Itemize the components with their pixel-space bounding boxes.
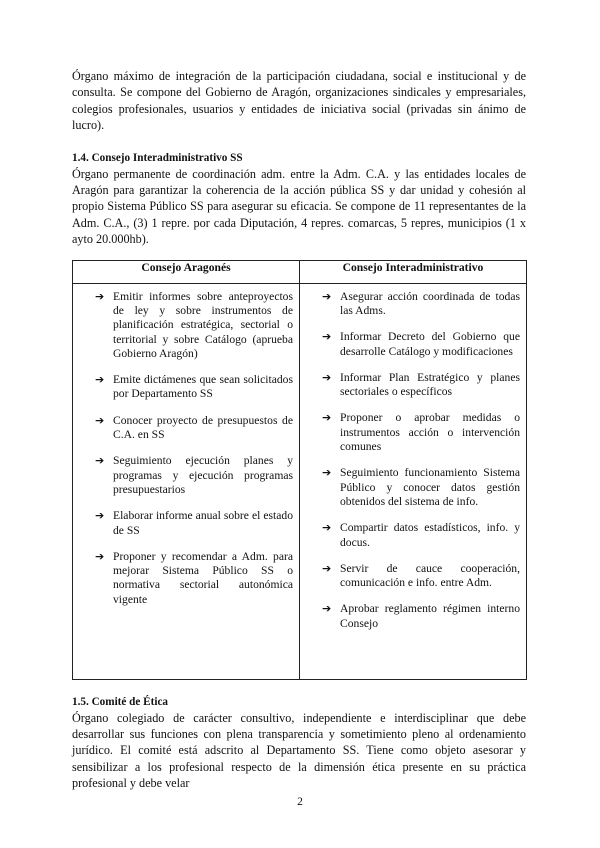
column-consejo-aragones	[73, 283, 300, 679]
list-item-text: Emitir informes sobre anteproyectos de ley y sobre instrumentos de planificación estratégica, sectorial o territorial y sobre Catálogo (aprueba Gobierno Aragón)	[113, 289, 293, 360]
list-item	[79, 509, 293, 538]
consejo-aragones-list	[79, 290, 293, 607]
list-item	[306, 290, 520, 319]
document-page	[72, 68, 526, 792]
list-item-text: Asegurar acción coordinada de todas las Adms.	[340, 289, 520, 317]
list-item-text: Seguimiento ejecución planes y programas y ejecución programas presupuestarios	[113, 454, 293, 496]
list-item	[306, 562, 520, 591]
list-item	[306, 602, 520, 631]
arrow-bullet-icon: ➔	[95, 509, 105, 523]
list-item	[306, 371, 520, 400]
list-item-text: Informar Decreto del Gobierno que desarrolle Catálogo y modificaciones	[340, 330, 520, 358]
list-item-text: Elaborar informe anual sobre el estado de SS	[113, 509, 293, 537]
list-item-text: Compartir datos estadísticos, info. y docus.	[340, 521, 520, 549]
arrow-bullet-icon: ➔	[322, 289, 332, 303]
table-row	[73, 283, 527, 679]
list-item-text: Seguimiento funcionamiento Sistema Público y conocer datos gestión obtenidos del sistema de info.	[340, 466, 520, 508]
list-item-text: Servir de cauce cooperación, comunicación e info. entre Adm.	[340, 561, 520, 590]
page-number: 2	[297, 796, 303, 808]
arrow-bullet-icon: ➔	[95, 454, 105, 468]
intro-paragraph: Órgano máximo de integración de la participación ciudadana, social e institucional y de consulta. Se compone del Gobierno de Aragón, organizaciones sindicales y empresariales, colegios profesionales, usuarios y entidades de iniciativa social (privadas sin ánimo de lucro).	[72, 69, 526, 133]
arrow-bullet-icon: ➔	[95, 413, 105, 427]
list-item	[306, 466, 520, 509]
list-item-text: Conocer proyecto de presupuestos de C.A. en SS	[113, 413, 293, 442]
list-item-text: Informar Plan Estratégico y planes sectoriales o específicos	[340, 370, 520, 399]
section-1-5-text: Órgano colegiado de carácter consultivo, independiente e interdisciplinar que debe desarrollar sus funciones con plena transparencia y sometimiento pleno al ordenamiento jurídico. El comité está adscrito al Departamento SS. Tiene como objeto asesorar y sensibilizar a los profesional respecto de la dimensión ética presente en su práctica profesional y debe velar	[72, 710, 526, 791]
arrow-bullet-icon: ➔	[322, 330, 332, 344]
arrow-bullet-icon: ➔	[95, 289, 105, 303]
section-1-4-text: Órgano permanente de coordinación adm. entre la Adm. C.A. y las entidades locales de Aragón para garantizar la coherencia de la acción pública SS y dar unidad y cohesión al propio Sistema Público SS para asegurar su eficacia. Se compone de 11 representantes de la Adm. C.A., (3) 1 repre. por cada Diputación, 4 repres. comarcas, 5 repres, municipios (1 x ayto 20.000hb).	[72, 166, 526, 247]
list-item	[306, 521, 520, 550]
list-item	[306, 411, 520, 454]
column-header-consejo-aragones: Consejo Aragonés	[73, 260, 300, 283]
list-item-text: Proponer o aprobar medidas o instrumentos acción o intervención comunes	[340, 411, 520, 454]
consejo-interadministrativo-list	[306, 290, 520, 631]
arrow-bullet-icon: ➔	[322, 602, 332, 616]
list-item	[79, 373, 293, 402]
section-1-5-heading: 1.5. Comité de Ética	[72, 695, 169, 708]
list-item	[79, 290, 293, 361]
column-header-consejo-interadministrativo: Consejo Interadministrativo	[300, 260, 527, 283]
table-header-row	[73, 260, 527, 283]
arrow-bullet-icon: ➔	[95, 549, 105, 563]
section-1-4-heading: 1.4. Consejo Interadministrativo SS	[72, 151, 243, 164]
list-item	[79, 414, 293, 443]
list-item	[79, 454, 293, 497]
arrow-bullet-icon: ➔	[322, 370, 332, 384]
comparison-table	[72, 260, 527, 680]
arrow-bullet-icon: ➔	[95, 373, 105, 387]
list-item	[306, 330, 520, 359]
arrow-bullet-icon: ➔	[322, 411, 332, 425]
list-item-text: Aprobar reglamento régimen interno Consejo	[340, 602, 520, 630]
arrow-bullet-icon: ➔	[322, 521, 332, 535]
column-consejo-interadministrativo	[300, 283, 527, 679]
list-item	[79, 550, 293, 607]
list-item-text: Proponer y recomendar a Adm. para mejorar Sistema Público SS o normativa sectorial autonómica vigente	[113, 549, 293, 606]
arrow-bullet-icon: ➔	[322, 466, 332, 480]
list-item-text: Emite dictámenes que sean solicitados por Departamento SS	[113, 373, 293, 401]
arrow-bullet-icon: ➔	[322, 561, 332, 575]
